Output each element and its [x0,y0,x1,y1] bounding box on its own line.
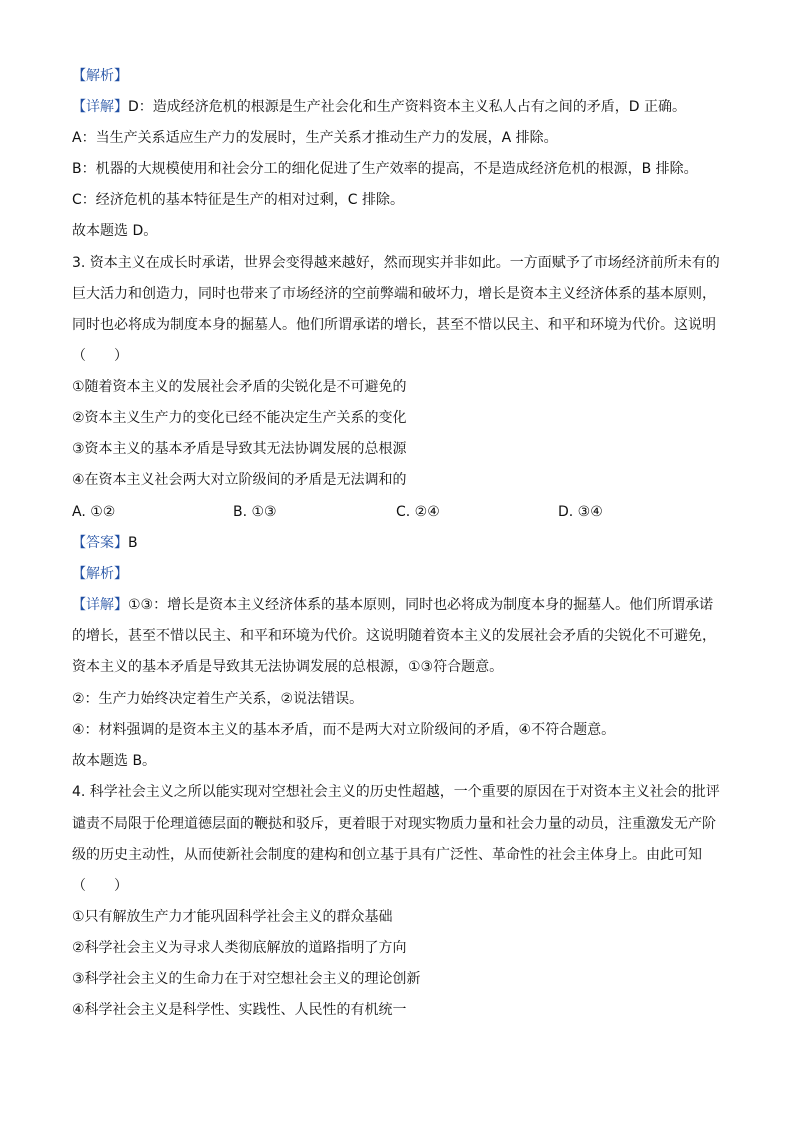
statement: ④科学社会主义是科学性、实践性、人民性的有机统一 [72,1002,407,1018]
option-b: B. ①③ [233,504,277,520]
detail-line: 资本主义的基本矛盾是导致其无法协调发展的总根源，①③符合题意。 [72,659,504,675]
question-stem-line: 3. 资本主义在成长时承诺，世界会变得越来越好，然而现实并非如此。一方面赋予了市场经济前所未有的 [72,255,720,271]
detail-tag: 【详解】 [72,597,128,613]
statement: ④在资本主义社会两大对立阶级间的矛盾是无法调和的 [72,472,407,488]
question-stem-line: 级的历史主动性，从而使新社会制度的建构和创立基于具有广泛性、革命性的社会主体身上。由此可知 [72,847,702,863]
statement: ①只有解放生产力才能巩固科学社会主义的群众基础 [72,909,393,925]
option-d: D. ③④ [558,504,603,520]
option-a: A. ①② [72,504,116,520]
conclusion: 故本题选 D。 [72,223,158,239]
explain-line: ④：材料强调的是资本主义的基本矛盾，而不是两大对立阶级间的矛盾，④不符合题意。 [72,722,616,738]
detail-line: 的增长，甚至不惜以民主、和平和环境为代价。这说明随着资本主义的发展社会矛盾的尖锐化不可避免， [72,628,716,644]
detail-paragraph [72,97,732,117]
statement: ③科学社会主义的生命力在于对空想社会主义的理论创新 [72,971,421,987]
detail-text: ①③：增长是资本主义经济体系的基本原则，同时也必将成为制度本身的掘墓人。他们所谓承诺 [128,597,714,613]
explain-line: ②：生产力始终决定着生产关系，②说法错误。 [72,691,364,707]
answer-blank: （ ） [72,348,128,364]
detail-tag: 【详解】 [72,99,128,115]
analysis-tag: 【解析】 [72,566,128,582]
question-stem-line: 同时也必将成为制度本身的掘墓人。他们所谓承诺的增长，甚至不惜以民主、和平和环境为代价。这说明 [72,317,716,333]
answer-line [72,533,732,553]
option-c: C. ②④ [396,504,440,520]
answer-tag: 【答案】 [72,535,128,551]
explain-line: A：当生产关系适应生产力的发展时，生产关系才推动生产力的发展，A 排除。 [72,130,558,146]
question-stem-line: 4. 科学社会主义之所以能实现对空想社会主义的历史性超越，一个重要的原因在于对资本主义社会的批评 [72,784,720,800]
conclusion: 故本题选 B。 [72,753,157,769]
detail-text: D：造成经济危机的根源是生产社会化和生产资料资本主义私人占有之间的矛盾，D 正确。 [128,99,687,115]
statement: ②科学社会主义为寻求人类彻底解放的道路指明了方向 [72,940,407,956]
answer-value: B [128,535,138,551]
statement: ②资本主义生产力的变化已经不能决定生产关系的变化 [72,410,407,426]
statement: ①随着资本主义的发展社会矛盾的尖锐化是不可避免的 [72,379,407,395]
statement: ③资本主义的基本矛盾是导致其无法协调发展的总根源 [72,441,407,457]
answer-blank: （ ） [72,878,128,894]
question-stem-line: 谴责不局限于伦理道德层面的鞭挞和驳斥，更着眼于对现实物质力量和社会力量的动员，注重激发无产阶 [72,816,716,832]
analysis-tag: 【解析】 [72,68,128,84]
question-stem-line: 巨大活力和创造力，同时也带来了市场经济的空前弊端和破坏力，增长是资本主义经济体系的基本原则， [72,286,716,302]
explain-line: B：机器的大规模使用和社会分工的细化促进了生产效率的提高，不是造成经济危机的根源，B 排除。 [72,161,698,177]
detail-paragraph [72,595,732,615]
explain-line: C：经济危机的基本特征是生产的相对过剩，C 排除。 [72,192,404,208]
